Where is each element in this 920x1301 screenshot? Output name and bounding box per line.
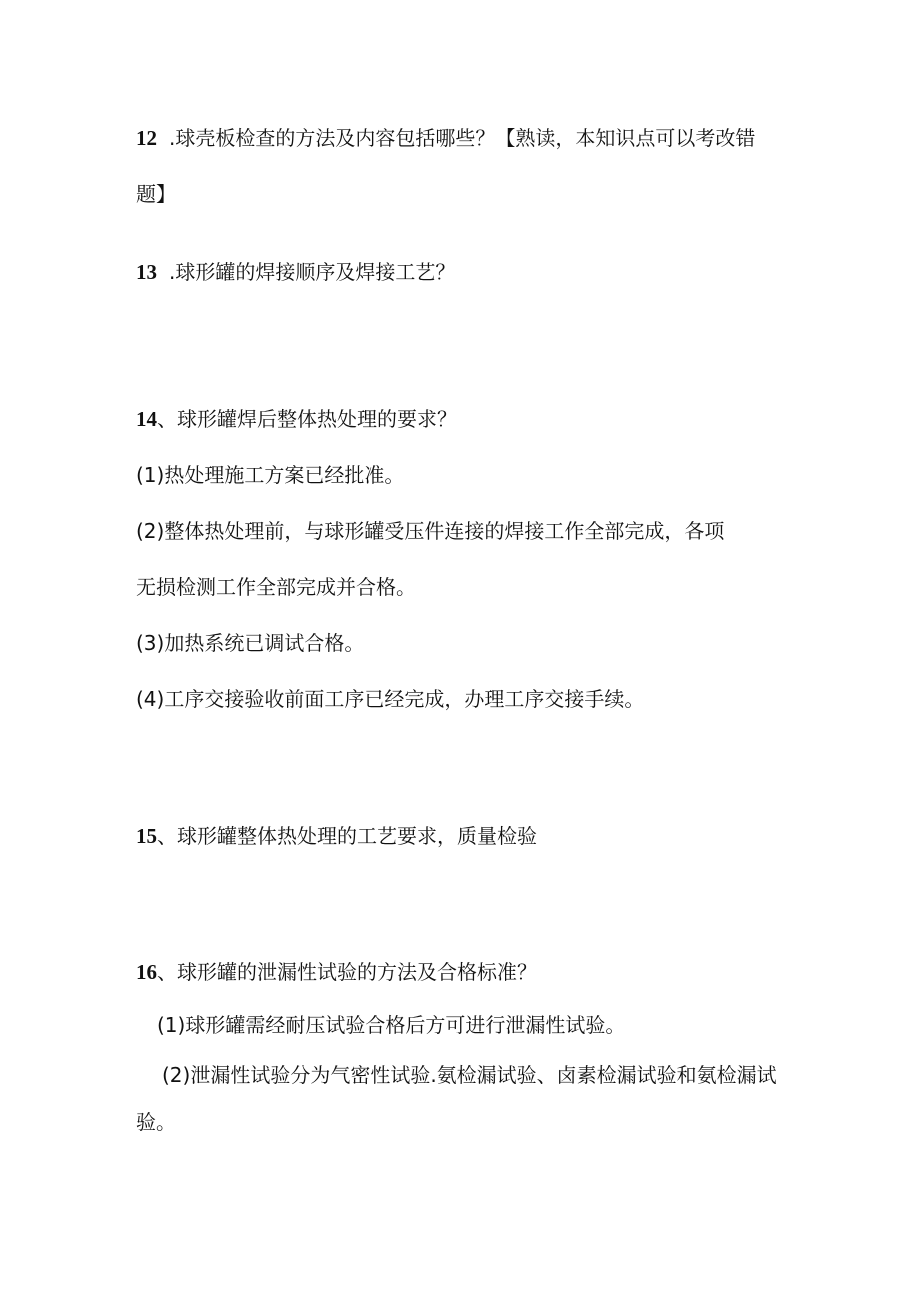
question-14-item-2: (2)整体热处理前，与球形罐受压件连接的焊接工作全部完成，各项	[136, 519, 725, 543]
question-14-text: 、球形罐焊后整体热处理的要求？	[157, 407, 457, 431]
question-12-number: 12	[136, 126, 157, 150]
question-13-number: 13	[136, 260, 157, 284]
question-14-item-1: (1)热处理施工方案已经批准。	[136, 463, 405, 487]
question-12-text: .球壳板检查的方法及内容包括哪些？【熟读，本知识点可以考改错	[169, 126, 756, 150]
question-14-item-4: (4)工序交接验收前面工序已经完成，办理工序交接手续。	[136, 687, 645, 711]
question-16-item-2-continued: 验。	[136, 1110, 176, 1134]
question-15-number: 15	[136, 824, 157, 848]
question-13-text: .球形罐的焊接顺序及焊接工艺？	[169, 260, 456, 284]
question-15-line	[136, 822, 537, 850]
question-12-line-2: 题】	[136, 182, 176, 206]
question-16-line	[136, 958, 537, 986]
question-14-number: 14	[136, 407, 157, 431]
question-14-line	[136, 405, 457, 433]
question-16-item-2: (2)泄漏性试验分为气密性试验.氨检漏试验、卤素检漏试验和氨检漏试	[162, 1063, 777, 1087]
question-12-line-1	[136, 124, 755, 152]
question-14-item-3: (3)加热系统已调试合格。	[136, 631, 365, 655]
question-16-text: 、球形罐的泄漏性试验的方法及合格标准？	[157, 960, 537, 984]
question-15-text: 、球形罐整体热处理的工艺要求，质量检验	[157, 824, 537, 848]
question-16-item-1: (1)球形罐需经耐压试验合格后方可进行泄漏性试验。	[157, 1013, 626, 1037]
question-13-line	[136, 258, 455, 286]
question-14-item-2-continued: 无损检测工作全部完成并合格。	[136, 575, 416, 599]
question-16-number: 16	[136, 960, 157, 984]
